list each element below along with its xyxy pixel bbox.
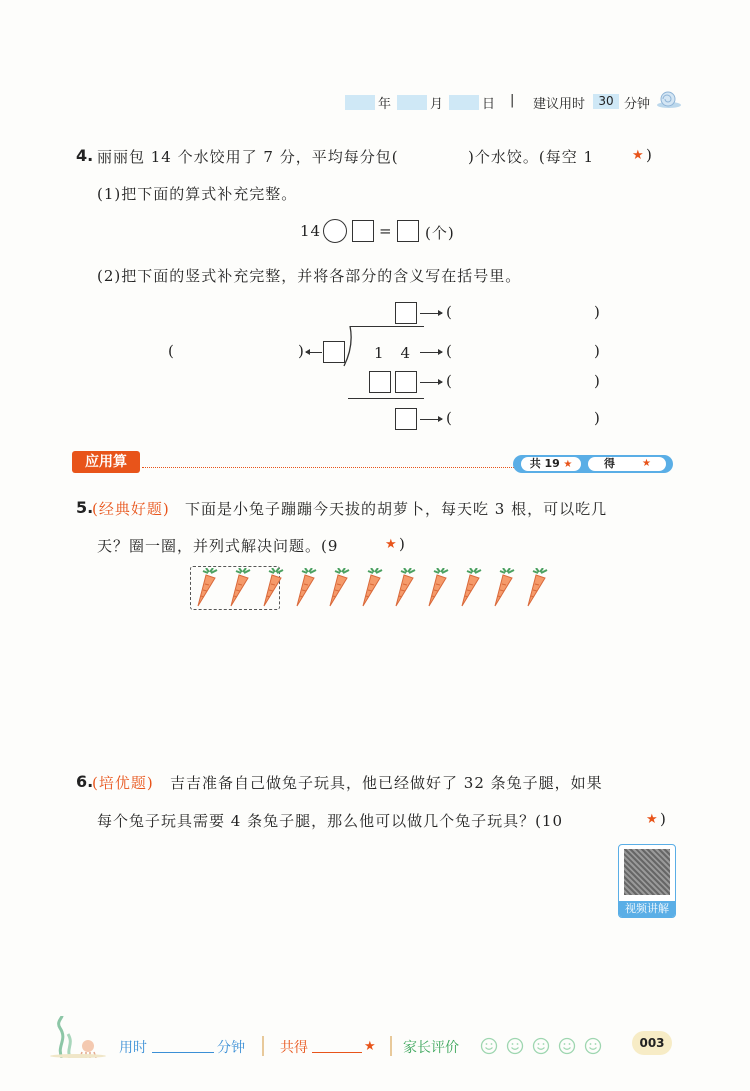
paren-open: ( <box>446 303 452 321</box>
eq-unit: (个) <box>425 224 455 242</box>
paren-open: ( <box>446 409 452 427</box>
carrot-icon[interactable] <box>457 568 485 608</box>
carrot-icon[interactable] <box>292 568 320 608</box>
suggest-time-label: 建议用时 <box>533 97 586 112</box>
q4-sub2: (2)把下面的竖式补充完整，并将各部分的含义写在括号里。 <box>97 267 522 285</box>
star-icon: ★ <box>646 812 658 827</box>
smiley-face-icon[interactable] <box>584 1037 602 1055</box>
q4-text-b: )个水饺。(每空 1 <box>468 148 595 166</box>
footer-time-label: 用时 <box>119 1040 147 1056</box>
arrow-right <box>420 382 442 383</box>
arrow-right <box>420 352 442 353</box>
paren-close: ) <box>594 409 600 427</box>
header-divider: | <box>510 93 516 108</box>
qr-code-image <box>624 849 670 895</box>
carrot-icon[interactable] <box>325 568 353 608</box>
star-icon: ★ <box>385 537 397 552</box>
star-icon: ★ <box>632 148 644 163</box>
seaweed-icon <box>48 1016 108 1058</box>
carrot-icon[interactable] <box>193 568 221 608</box>
div-remainder-box[interactable] <box>395 408 417 430</box>
section-title <box>72 451 140 473</box>
day-label: 日 <box>482 97 497 112</box>
q5-text-a: 下面是小兔子蹦蹦今天拔的胡萝卜，每天吃 3 根，可以吃几 <box>185 500 608 518</box>
q6-tag: (培优题) <box>92 774 154 792</box>
q4-sub1: (1)把下面的算式补充完整。 <box>97 185 298 203</box>
arrow-right <box>420 313 442 314</box>
paren-close: ) <box>298 342 304 360</box>
carrot-icon[interactable] <box>259 568 287 608</box>
month-blank <box>397 95 427 110</box>
paren-open: ( <box>168 342 174 360</box>
month-label: 月 <box>430 97 445 112</box>
year-label: 年 <box>378 97 393 112</box>
operator-circle-blank[interactable] <box>323 219 347 243</box>
footer-divider <box>262 1036 264 1056</box>
div-product-box-ones[interactable] <box>395 371 417 393</box>
footer-parent-label: 家长评价 <box>403 1040 459 1056</box>
carrot-icon[interactable] <box>490 568 518 608</box>
paren-close: ) <box>594 342 600 360</box>
earned-score-text: 得 <box>604 457 615 470</box>
q5-text-c: ) <box>399 535 406 553</box>
footer-time-blank[interactable] <box>152 1052 214 1053</box>
total-score-badge <box>521 457 581 471</box>
paren-open: ( <box>446 342 452 360</box>
arrow-right <box>420 419 442 420</box>
q4-text-a: 丽丽包 14 个水饺用了 7 分，平均每分包( <box>97 148 399 166</box>
q4-number: 4. <box>76 146 94 165</box>
q5-tag: (经典好题) <box>92 500 170 518</box>
carrot-icon[interactable] <box>226 568 254 608</box>
div-dividend: 1 4 <box>374 344 412 362</box>
divisor-box-blank[interactable] <box>352 220 374 242</box>
q4-text-c: ) <box>646 146 653 164</box>
smiley-face-icon[interactable] <box>480 1037 498 1055</box>
smiley-face-icon[interactable] <box>532 1037 550 1055</box>
day-blank <box>449 95 479 110</box>
star-icon: ★ <box>642 458 651 469</box>
eq-equals: = <box>379 222 393 240</box>
page-number-badge <box>632 1031 672 1055</box>
paren-close: ) <box>594 303 600 321</box>
qr-label: 视频讲解 <box>619 901 675 917</box>
total-score-text: 共 19 <box>529 457 560 470</box>
q6-text-c: ) <box>660 810 667 828</box>
suggest-minutes-value: 30 <box>593 94 619 109</box>
star-icon: ★ <box>559 459 573 470</box>
footer-divider <box>390 1036 392 1056</box>
q5-text-b: 天？圈一圈，并列式解决问题。(9 <box>97 537 339 555</box>
minute-unit-label: 分钟 <box>624 97 651 112</box>
quotient-box-blank[interactable] <box>397 220 419 242</box>
footer-minute-label: 分钟 <box>217 1040 245 1056</box>
div-product-box-tens[interactable] <box>369 371 391 393</box>
section-title-text: 应用算 <box>85 454 127 470</box>
carrot-icon[interactable] <box>523 568 551 608</box>
paren-open: ( <box>446 372 452 390</box>
q6-text-b: 每个兔子玩具需要 4 条兔子腿，那么他可以做几个兔子玩具？(10 <box>97 812 564 830</box>
q6-number: 6. <box>76 772 94 791</box>
snail-icon <box>655 88 683 110</box>
paren-close: ) <box>594 372 600 390</box>
smiley-face-icon[interactable] <box>558 1037 576 1055</box>
division-bar <box>350 326 424 327</box>
footer-score-label: 共得 <box>280 1040 308 1056</box>
carrot-icon[interactable] <box>391 568 419 608</box>
arrow-left <box>306 352 322 353</box>
smiley-face-icon[interactable] <box>506 1037 524 1055</box>
qr-code-card[interactable] <box>618 844 676 918</box>
eq-number: 14 <box>300 222 322 240</box>
subtraction-line <box>348 398 424 399</box>
carrot-icon[interactable] <box>358 568 386 608</box>
div-quotient-box[interactable] <box>395 302 417 324</box>
section-dotted-line <box>142 467 514 468</box>
year-blank <box>345 95 375 110</box>
carrot-icon[interactable] <box>424 568 452 608</box>
footer-score-blank[interactable] <box>312 1052 362 1053</box>
page-number: 003 <box>639 1036 665 1050</box>
star-icon: ★ <box>364 1039 376 1054</box>
q5-number: 5. <box>76 498 94 517</box>
earned-score-badge <box>588 457 666 471</box>
div-divisor-box[interactable] <box>323 341 345 363</box>
q6-text-a: 吉吉准备自己做兔子玩具，他已经做好了 32 条兔子腿，如果 <box>170 774 603 792</box>
